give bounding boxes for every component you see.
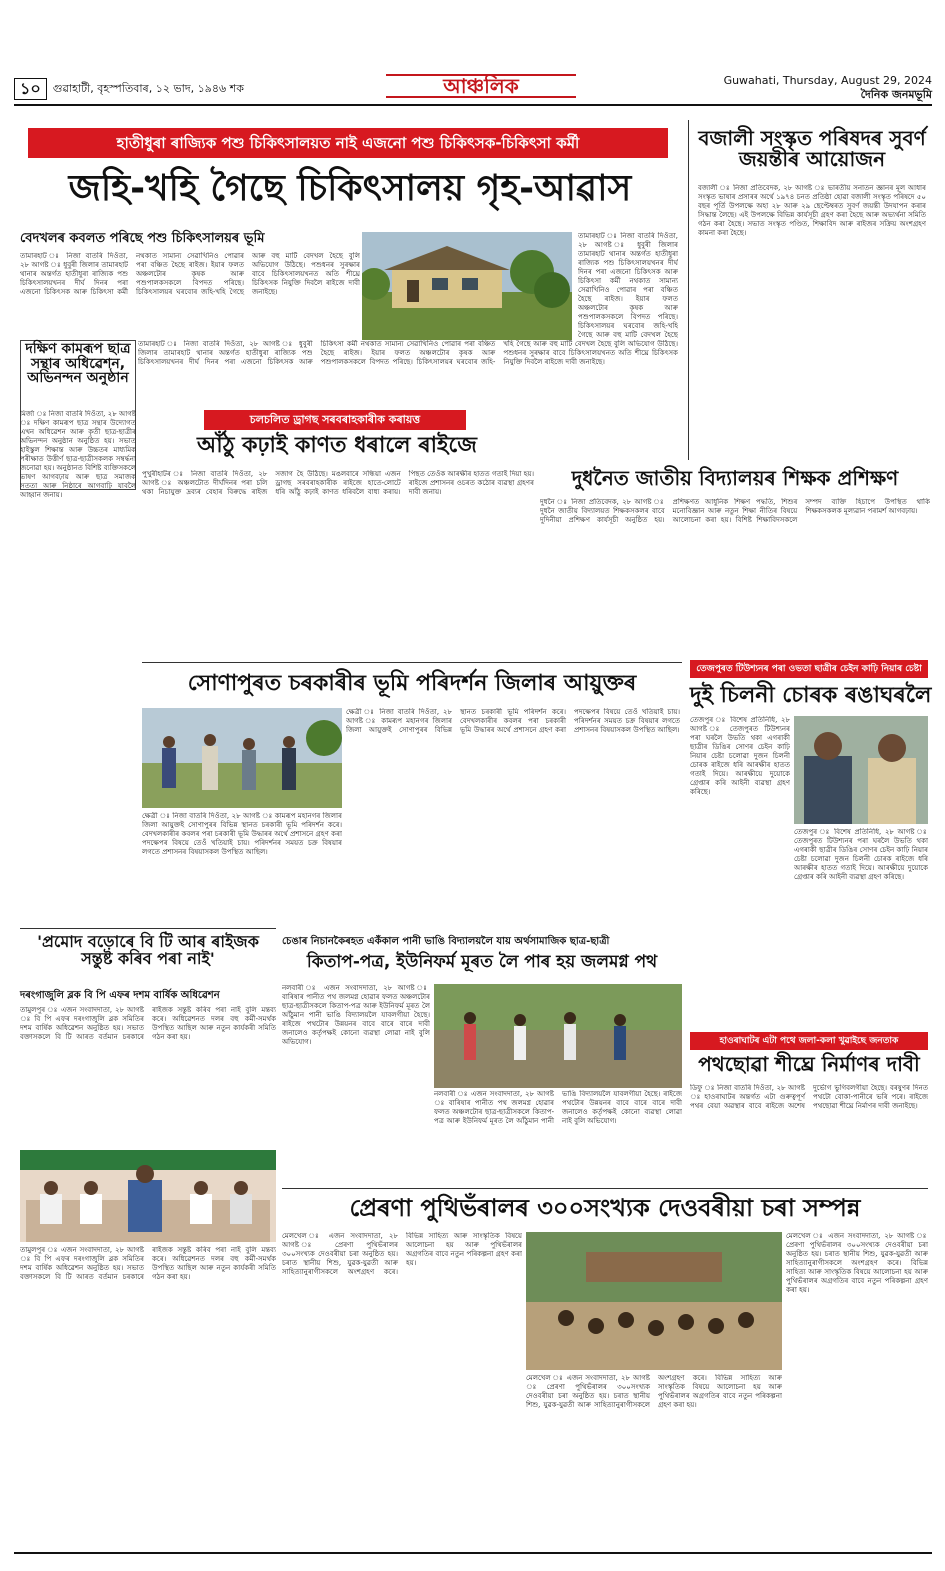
story9-photo bbox=[434, 984, 682, 1088]
story8-headline: 'প্ৰমোদ বড়োৰে বি টি আৰ ৰাইজক সন্তুষ্ট কৰিব পৰা নাই' bbox=[37, 932, 259, 968]
story11-top-rule bbox=[282, 1188, 928, 1189]
story11-body-cont: মেলখেল ঃ এজন সংবাদদাতা, ২৮ আগষ্ট ঃ প্ৰেৰণা পুথিভঁৰালৰ ৩০০সংখ্যক দেওবৰীয়া চৰা অনুষ্ঠিত হয়। চৰাত স্থানীয় শিশু, যুৱক-যুৱতী আৰু সাহিত্যানুৰাগীসকলে অংশগ্ৰহণ কৰে। বিভিন্ন সাহিত্য আৰু সাংস্কৃতিক বিষয়ে আলোচনা হয় আৰু পুথিভঁৰালৰ অগ্ৰগতিৰ বাবে নতুন পৰিকল্পনা গ্ৰহণ কৰা হয়। bbox=[526, 1374, 782, 1409]
story8-body-bottom: তামুলপুৰ ঃ এজন সংবাদদাতা, ২৮ আগষ্ট ঃ বি পি এফৰ দৰংগাজুলি ব্লক সমিতিৰ দশম বাৰ্ষিক অধিৱেশন অনুষ্ঠিত হয়। সভাত বক্তাসকলে বি টি আৰত বৰ্তমান চৰকাৰে ৰাইজক সন্তুষ্ট কৰিব পৰা নাই বুলি মন্তব্য কৰে। অধিৱেশনত দলৰ বহু কৰ্মী-সমৰ্থক উপস্থিত আছিল আৰু নতুন কাৰ্যকৰী সমিতি গঠন কৰা হয়। bbox=[20, 1246, 276, 1281]
story8-subhead: দৰংগাজুলি ব্লক বি পি এফৰ দশম বাৰ্ষিক অধিৱেশন bbox=[20, 990, 220, 1001]
story9-kicker: চেঙাৰ নিচানকৈৰহত একঁকাল পানী ভাঙি বিদ্যালয়লৈ যায় অৰ্থসামাজিক ছাত্ৰ-ছাত্ৰী bbox=[282, 936, 610, 947]
story9-headline: কিতাপ-পত্ৰ, ইউনিফৰ্ম মূৰত লৈ পাৰ হয় জলমগ্ন পথ bbox=[306, 952, 658, 972]
story1-kicker: হাতীধুৰা ৰাজ্যিক পশু চিকিৎসালয়ত নাই এজনো পশু চিকিৎসক-চিকিৎসা কৰ্মী bbox=[28, 128, 668, 158]
story1-subhead: বেদখলৰ কবলত পৰিছে পশু চিকিৎসালয়ৰ ভূমি bbox=[20, 231, 265, 246]
story10-headline: পথছোৱা শীঘ্ৰে নিৰ্মাণৰ দাবী bbox=[698, 1052, 920, 1076]
story6-body-cont: ক্ষেত্ৰী ঃ নিজা বাতৰি দিওঁতা, ২৮ আগষ্ট ঃ কামৰূপ মহানগৰ জিলাৰ জিলা আয়ুক্তই সোণাপুৰৰ বিভিন্ন স্থানত চৰকাৰী ভূমি পৰিদৰ্শন কৰে। বেদখলকাৰীৰ কবলৰ পৰা চৰকাৰী ভূমি উদ্ধাৰৰ অৰ্থে প্ৰশাসনে গ্ৰহণ কৰা পদক্ষেপৰ বিষয়ে তেওঁ খতিয়াই চায়। পৰিদৰ্শনৰ সময়ত চক্ৰ বিষয়াৰ লগতে প্ৰশাসনৰ বিষয়াসকল উপস্থিত আছিল। bbox=[142, 812, 342, 856]
section-logo: আঞ্চলিক bbox=[386, 74, 576, 98]
story11-photo bbox=[526, 1232, 782, 1370]
story1-body: তামাৰহাট ঃ নিজা বাতৰি দিওঁতা, ২৮ আগষ্ট ঃ ধুবুৰী জিলাৰ তামাৰহাট থানাৰ অন্তৰ্গত হাতীধুৰা ৰাজ্যিক পশু চিকিৎসালয়খনৰ দীৰ্ঘ দিনৰ পৰা এজনো চিকিৎসক আৰু চিকিৎসা কৰ্মী নথকাত সামান্য সেৱাখিনিও পোৱাৰ পৰা বঞ্চিত হৈছে ৰাইজ। ইয়াৰ ফলত অঞ্চলটোৰ কৃষক আৰু পশুপালকসকলে বিপদত পৰিছে। চিকিৎসালয়ৰ ঘৰবোৰ জহি-খহি গৈছে আৰু বহু মাটি বেদখল হৈছে বুলি অভিযোগ উঠিছে। পশুধনৰ সুৰক্ষাৰ বাবে চিকিৎসালয়খনত অতি শীঘ্ৰে চিকিৎসক নিযুক্তি দিবলৈ ৰাইজে দাবী জনাইছে। bbox=[20, 252, 360, 296]
story9-body: নলবাৰী ঃ এজন সংবাদদাতা, ২৮ আগষ্ট ঃ বাৰিষাৰ পানীত পথ জলমগ্ন হোৱাৰ ফলত অঞ্চলটোৰ ছাত্ৰ-ছাত্ৰীসকলে কিতাপ-পত্ৰ আৰু ইউনিফৰ্ম মূৰত লৈ আঁঠুমান পানী ভাঙি বিদ্যালয়লৈ যাবলগীয়া হৈছে। ৰাইজে পথটোৰ উন্নয়নৰ বাবে বাৰে বাৰে দাবী জনালেও কৰ্তৃপক্ষই কোনো ব্যৱস্থা লোৱা নাই বুলি অভিযোগ। bbox=[282, 984, 430, 1046]
story2-headline: বজালী সংস্কৃত পৰিষদৰ সুবৰ্ণ জয়ন্তীৰ আয়োজন bbox=[698, 126, 926, 171]
story7-body: তেজপুৰ ঃ বিশেষ প্ৰতিনিধি, ২৮ আগষ্ট ঃ তেজপুৰত টিউশ্যনৰ পৰা ঘৰলৈ উভতি থকা এগৰাকী ছাত্ৰীৰ ডিঙিৰ সোণৰ চেইন কাঢ়ি নিয়াৰ চেষ্টা চলোৱা দুজন চিলনী চোৰক ৰাইজে ধৰি আৰক্ষীৰ হাতত গতাই দিয়ে। আৰক্ষীয়ে দুয়োকে গ্ৰেপ্তাৰ কৰি আইনী ব্যৱস্থা গ্ৰহণ কৰিছে। bbox=[690, 716, 790, 796]
date-english: Guwahati, Thursday, August 29, 2024 bbox=[723, 74, 932, 87]
story5-body: দুধনৈ ঃ নিজা প্ৰতিবেদক, ২৮ আগষ্ট ঃ দুধনৈ জাতীয় বিদ্যালয়ত শিক্ষকসকলৰ বাবে দুদিনীয়া প্ৰশিক্ষণ কাৰ্যসূচী অনুষ্ঠিত হয়। প্ৰশিক্ষণত আধুনিক শিক্ষণ পদ্ধতি, শিশুৰ মনোবিজ্ঞান আৰু নতুন শিক্ষা নীতিৰ বিষয়ে আলোচনা কৰা হয়। বিশিষ্ট শিক্ষাবিদসকলে সম্পদ ব্যক্তি হিচাপে উপস্থিত থাকি শিক্ষকসকলক মূল্যৱান পৰামৰ্শ আগবঢ়ায়। bbox=[540, 498, 930, 524]
paper-name: দৈনিক জনমভূমি bbox=[860, 88, 932, 101]
masthead-right bbox=[724, 74, 932, 102]
story7-headline: দুই চিলনী চোৰক ৰঙাঘৰলৈ bbox=[690, 683, 932, 708]
page-bottom-rule bbox=[14, 1552, 932, 1554]
story5-headline: দুধনৈত জাতীয় বিদ্যালয়ৰ শিক্ষক প্ৰশিক্ষণ bbox=[571, 466, 899, 490]
story1-body-bottom: তামাৰহাট ঃ নিজা বাতৰি দিওঁতা, ২৮ আগষ্ট ঃ ধুবুৰী জিলাৰ তামাৰহাট থানাৰ অন্তৰ্গত হাতীধুৰা ৰাজ্যিক পশু চিকিৎসালয়খনৰ দীৰ্ঘ দিনৰ পৰা এজনো চিকিৎসক আৰু চিকিৎসা কৰ্মী নথকাত সামান্য সেৱাখিনিও পোৱাৰ পৰা বঞ্চিত হৈছে ৰাইজ। ইয়াৰ ফলত অঞ্চলটোৰ কৃষক আৰু পশুপালকসকলে বিপদত পৰিছে। চিকিৎসালয়ৰ ঘৰবোৰ জহি-খহি গৈছে আৰু বহু মাটি বেদখল হৈছে বুলি অভিযোগ উঠিছে। পশুধনৰ সুৰক্ষাৰ বাবে চিকিৎসালয়খনত অতি শীঘ্ৰে চিকিৎসক নিযুক্তি দিবলৈ ৰাইজে দাবী জনাইছে। bbox=[138, 340, 678, 366]
story4-body: পুখুৰীহাটৰ ঃ নিজা বাতৰি দিওঁতা, ২৮ আগষ্ট ঃ অঞ্চলটোত দীৰ্ঘদিনৰ পৰা চলি থকা নিচাযুক্ত দ্ৰব্যৰ বেহাৰ বিৰুদ্ধে ৰাইজ সজাগ হৈ উঠিছে। মঙলবাৰে সন্ধিয়া এজন ড্ৰাগছ সৰবৰাহকাৰীক ৰাইজে হাতে-লোটে ধৰি আঁঠু কঢ়াই কাণত ধৰিবলৈ বাধ্য কৰায়। পিছত তেওঁক আৰক্ষীৰ হাতত গতাই দিয়া হয়। ৰাইজে প্ৰশাসনৰ ওচৰত কঠোৰ ব্যৱস্থা গ্ৰহণৰ দাবী জনায়। bbox=[142, 470, 534, 496]
masthead bbox=[14, 74, 932, 102]
story6-top-rule bbox=[142, 662, 682, 663]
masthead-rule bbox=[14, 104, 932, 106]
story3-body: মিৰ্জা ঃ নিজা বাতৰি দিওঁতা, ২৮ আগষ্ট ঃ দক্ষিণ কামৰূপ ছাত্ৰ সন্থাৰ উদ্যোগত এখন অধিৱেশন আৰু কৃতী ছাত্ৰ-ছাত্ৰীৰ অভিনন্দন অনুষ্ঠান অনুষ্ঠিত হয়। সভাত হাইস্কুল শিক্ষান্ত আৰু উচ্চতৰ মাধ্যমিক পৰীক্ষাত উত্তীৰ্ণ ছাত্ৰ-ছাত্ৰীসকলক সম্বৰ্দ্ধনা জনোৱা হয়। অনুষ্ঠানত বিশিষ্ট ব্যক্তিসকলে ভাষণ আগবঢ়ায় আৰু ছাত্ৰ সমাজক সততা আৰু নিষ্ঠাৰে আগবাঢ়ি যাবলৈ আহ্বান জনায়। bbox=[20, 410, 136, 499]
story3-headline: দক্ষিণ কামৰূপ ছাত্ৰ সন্থাৰ অধিৱেশন, অভিনন্দন অনুষ্ঠান bbox=[25, 341, 131, 387]
story8-body: তামুলপুৰ ঃ এজন সংবাদদাতা, ২৮ আগষ্ট ঃ বি পি এফৰ দৰংগাজুলি ব্লক সমিতিৰ দশম বাৰ্ষিক অধিৱেশন অনুষ্ঠিত হয়। সভাত বক্তাসকলে বি টি আৰত বৰ্তমান চৰকাৰে ৰাইজক সন্তুষ্ট কৰিব পৰা নাই বুলি মন্তব্য কৰে। অধিৱেশনত দলৰ বহু কৰ্মী-সমৰ্থক উপস্থিত আছিল আৰু নতুন কাৰ্যকৰী সমিতি গঠন কৰা হয়। bbox=[20, 1006, 276, 1041]
story11-body-right: মেলখেল ঃ এজন সংবাদদাতা, ২৮ আগষ্ট ঃ প্ৰেৰণা পুথিভঁৰালৰ ৩০০সংখ্যক দেওবৰীয়া চৰা অনুষ্ঠিত হয়। চৰাত স্থানীয় শিশু, যুৱক-যুৱতী আৰু সাহিত্যানুৰাগীসকলে অংশগ্ৰহণ কৰে। বিভিন্ন সাহিত্য আৰু সাংস্কৃতিক বিষয়ে আলোচনা হয় আৰু পুথিভঁৰালৰ অগ্ৰগতিৰ বাবে নতুন পৰিকল্পনা গ্ৰহণ কৰা হয়। bbox=[786, 1232, 928, 1294]
story4-kicker: চলচলিত ড্ৰাগছ সৰবৰাহকাৰীক কৰায়ত্ত bbox=[204, 410, 466, 430]
story9-body-cont: নলবাৰী ঃ এজন সংবাদদাতা, ২৮ আগষ্ট ঃ বাৰিষাৰ পানীত পথ জলমগ্ন হোৱাৰ ফলত অঞ্চলটোৰ ছাত্ৰ-ছাত্ৰীসকলে কিতাপ-পত্ৰ আৰু ইউনিফৰ্ম মূৰত লৈ আঁঠুমান পানী ভাঙি বিদ্যালয়লৈ যাবলগীয়া হৈছে। ৰাইজে পথটোৰ উন্নয়নৰ বাবে বাৰে বাৰে দাবী জনালেও কৰ্তৃপক্ষই কোনো ব্যৱস্থা লোৱা নাই বুলি অভিযোগ। bbox=[434, 1090, 682, 1125]
story7-kicker: তেজপুৰত টিউশ্যনৰ পৰা ওভতা ছাত্ৰীৰ চেইন কাঢ়ি নিয়াৰ চেষ্টা bbox=[690, 660, 928, 678]
story6-headline: সোণাপুৰত চৰকাৰীৰ ভূমি পৰিদৰ্শন জিলাৰ আয়ুক্তৰ bbox=[187, 671, 637, 696]
story8-top-rule bbox=[20, 928, 276, 929]
story1-photo bbox=[362, 232, 572, 340]
story11-body: মেলখেল ঃ এজন সংবাদদাতা, ২৮ আগষ্ট ঃ প্ৰেৰণা পুথিভঁৰালৰ ৩০০সংখ্যক দেওবৰীয়া চৰা অনুষ্ঠিত হয়। চৰাত স্থানীয় শিশু, যুৱক-যুৱতী আৰু সাহিত্যানুৰাগীসকলে অংশগ্ৰহণ কৰে। বিভিন্ন সাহিত্য আৰু সাংস্কৃতিক বিষয়ে আলোচনা হয় আৰু পুথিভঁৰালৰ অগ্ৰগতিৰ বাবে নতুন পৰিকল্পনা গ্ৰহণ কৰা হয়। bbox=[282, 1232, 522, 1276]
date-assamese: গুৱাহাটী, বৃহস্পতিবাৰ, ১২ ভাদ, ১৯৪৬ শক bbox=[52, 81, 244, 95]
story7-photo bbox=[794, 716, 928, 824]
story7-body-cont: তেজপুৰ ঃ বিশেষ প্ৰতিনিধি, ২৮ আগষ্ট ঃ তেজপুৰত টিউশ্যনৰ পৰা ঘৰলৈ উভতি থকা এগৰাকী ছাত্ৰীৰ ডিঙিৰ সোণৰ চেইন কাঢ়ি নিয়াৰ চেষ্টা চলোৱা দুজন চিলনী চোৰক ৰাইজে ধৰি আৰক্ষীৰ হাতত গতাই দিয়ে। আৰক্ষীয়ে দুয়োকে গ্ৰেপ্তাৰ কৰি আইনী ব্যৱস্থা গ্ৰহণ কৰিছে। bbox=[794, 828, 928, 881]
story6-photo bbox=[142, 708, 342, 808]
story11-headline: প্ৰেৰণা পুথিভঁৰালৰ ৩০০সংখ্যক দেওবৰীয়া চৰা সম্পন্ন bbox=[349, 1194, 861, 1222]
story8-photo bbox=[20, 1150, 276, 1242]
story1-headline: জহি-খহি গৈছে চিকিৎসালয় গৃহ-আৱাস bbox=[68, 168, 632, 209]
story1-body-cont: তামাৰহাট ঃ নিজা বাতৰি দিওঁতা, ২৮ আগষ্ট ঃ ধুবুৰী জিলাৰ তামাৰহাট থানাৰ অন্তৰ্গত হাতীধুৰা ৰাজ্যিক পশু চিকিৎসালয়খনৰ দীৰ্ঘ দিনৰ পৰা এজনো চিকিৎসক আৰু চিকিৎসা কৰ্মী নথকাত সামান্য সেৱাখিনিও পোৱাৰ পৰা বঞ্চিত হৈছে ৰাইজ। ইয়াৰ ফলত অঞ্চলটোৰ কৃষক আৰু পশুপালকসকলে বিপদত পৰিছে। চিকিৎসালয়ৰ ঘৰবোৰ জহি-খহি গৈছে আৰু বহু মাটি বেদখল হৈছে bbox=[578, 232, 678, 339]
page-number: ১০ bbox=[14, 78, 47, 100]
story4-headline: আঁঠু কঢ়াই কাণত ধৰালে ৰাইজে bbox=[197, 433, 477, 458]
column-rule bbox=[688, 120, 689, 460]
story10-kicker: হাওৰাঘাটৰ এটা পথে জলা-কলা খুৱাইছে জনতাক bbox=[690, 1032, 928, 1050]
story2-body: বজালী ঃ নিজা প্ৰতিবেদক, ২৮ আগষ্ট ঃ ভাৰতীয় সনাতন জ্ঞানৰ মূল আধাৰ সংস্কৃত ভাষাৰ প্ৰসাৰৰ অৰ্থে ১৯৭৪ চনত প্ৰতিষ্ঠা হোৱা বজালী সংস্কৃত পৰিষদে ৫০ বছৰ পূৰ্তি উপলক্ষে অহা ২৮ আৰু ২৯ ছেপ্টেম্বৰত সুবৰ্ণ জয়ন্তী উদযাপন কৰাৰ সিদ্ধান্ত লৈছে। এই উপলক্ষে বিভিন্ন কাৰ্যসূচী গ্ৰহণ কৰা হৈছে আৰু অভ্যৰ্থনা সমিতি গঠন কৰা হৈছে। সভাত সংস্কৃত পণ্ডিত, শিক্ষাবিদ আৰু ৰাইজৰ সক্ৰিয় অংশগ্ৰহণ কামনা কৰা হৈছে। bbox=[698, 184, 926, 237]
story6-body: ক্ষেত্ৰী ঃ নিজা বাতৰি দিওঁতা, ২৮ আগষ্ট ঃ কামৰূপ মহানগৰ জিলাৰ জিলা আয়ুক্তই সোণাপুৰৰ বিভিন্ন স্থানত চৰকাৰী ভূমি পৰিদৰ্শন কৰে। বেদখলকাৰীৰ কবলৰ পৰা চৰকাৰী ভূমি উদ্ধাৰৰ অৰ্থে প্ৰশাসনে গ্ৰহণ কৰা পদক্ষেপৰ বিষয়ে তেওঁ খতিয়াই চায়। পৰিদৰ্শনৰ সময়ত চক্ৰ বিষয়াৰ লগতে প্ৰশাসনৰ বিষয়াসকল উপস্থিত আছিল। bbox=[346, 708, 680, 734]
page-info bbox=[14, 78, 244, 100]
story10-body: ডিফু ঃ নিজা বাতৰি দিওঁতা, ২৮ আগষ্ট ঃ হাওৰাঘাটৰ অন্তৰ্গত এটা গুৰুত্বপূৰ্ণ পথৰ বেয়া অৱস্থাৰ বাবে ৰাইজে অশেষ দুৰ্ভোগ ভুগিবলগীয়া হৈছে। বৰষুণৰ দিনত পথটো বোকা-পানীৰে ভৰি পৰে। ৰাইজে পথছোৱা শীঘ্ৰে নিৰ্মাণৰ দাবী জনাইছে। bbox=[690, 1084, 928, 1110]
